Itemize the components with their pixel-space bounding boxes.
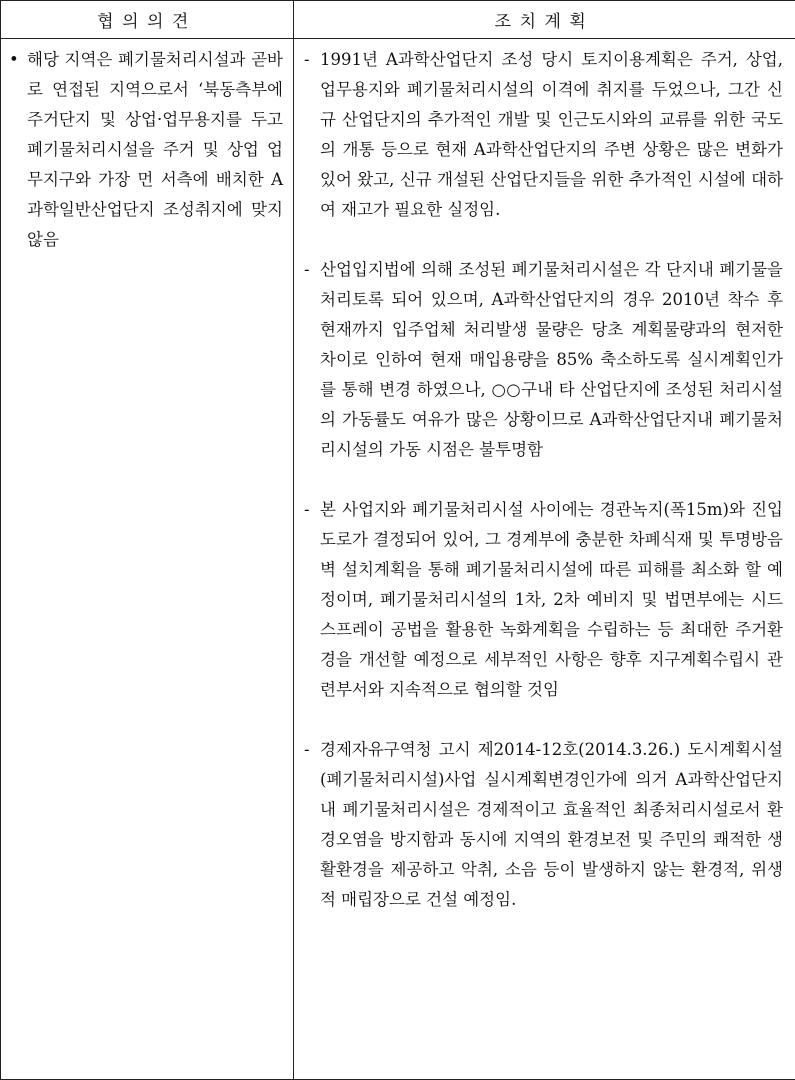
dash-marker: - <box>304 260 310 279</box>
action-text-4: 경제자유구역청 고시 제2014-12호(2014.3.26.) 도시계획시설(폐기물처리시설)사업 실시계획변경인가에 의거 A과학산업단지내 폐기물처리시설은 경제적이고 효율적인 최종처리시설로서 환경오염을 방지함과 동시에 지역의 환경보전 및 주민의 쾌적한 생활환경을 제공하고 악취, 소음 등이 발생하지 않는 환경적, 위생적 매립장으로 건설 예정임. <box>320 740 783 909</box>
header-action-plan: 조치계획 <box>294 1 795 39</box>
action-item-2 <box>304 255 783 465</box>
action-plan-cell <box>294 39 795 1080</box>
opinion-item <box>9 45 283 255</box>
opinion-text: 해당 지역은 폐기물처리시설과 곧바로 연접된 지역으로서 ‘북동측부에 주거단지 및 상업·업무용지를 두고 폐기물처리시설을 주거 및 상업 업무지구와 가장 먼 서측에 배치한 A과학일반산업단지 조성취지에 맞지 않음 <box>27 50 283 249</box>
dash-marker: - <box>304 740 310 759</box>
dash-marker: - <box>304 500 310 519</box>
action-text-3: 본 사업지와 폐기물처리시설 사이에는 경관녹지(폭15m)와 진입도로가 결정되어 있어, 그 경계부에 충분한 차폐식재 및 투명방음벽 설치계획을 통해 폐기물처리시설에 따른 피해를 최소화 할 예정이며, 폐기물처리시설의 1차, 2차 예비지 및 법면부에는 시드스프레이 공법을 활용한 녹화계획을 수립하는 등 최대한 주거환경을 개선할 예정으로 세부적인 사항은 향후 지구계획수립시 관련부서와 지속적으로 협의할 것임 <box>320 500 783 699</box>
header-row <box>1 1 795 39</box>
header-opinion: 협의의견 <box>1 1 294 39</box>
action-text-1: 1991년 A과학산업단지 조성 당시 토지이용계획은 주거, 상업, 업무용지와 폐기물처리시설의 이격에 취지를 두었으나, 그간 신규 산업단지의 추가적인 개발 및 인근도시와의 교류를 위한 국도의 개통 등으로 현재 A과학산업단지의 주변 상황은 많은 변화가 있어 왔고, 신규 개설된 산업단지들을 위한 추가적인 시설에 대하여 재고가 필요한 실정임. <box>320 50 783 219</box>
action-text-2: 산업입지법에 의해 조성된 폐기물처리시설은 각 단지내 폐기물을 처리토록 되어 있으며, A과학산업단지의 경우 2010년 착수 후 현재까지 입주업체 처리발생 물량은 당초 계획물량과의 현저한 차이로 인하여 현재 매입용량을 85% 축소하도록 실시계획인가를 통해 변경 하였으나, ○○구내 타 산업단지에 조성된 처리시설의 가동률도 여유가 많은 상황이므로 A과학산업단지내 폐기물처리시설의 가동 시점은 불투명함 <box>320 260 783 459</box>
action-item-4 <box>304 735 783 915</box>
bullet-marker: • <box>9 50 19 69</box>
action-item-1 <box>304 45 783 225</box>
content-row <box>1 39 795 1080</box>
action-item-3 <box>304 495 783 705</box>
dash-marker: - <box>304 50 310 69</box>
opinion-cell <box>1 39 294 1080</box>
